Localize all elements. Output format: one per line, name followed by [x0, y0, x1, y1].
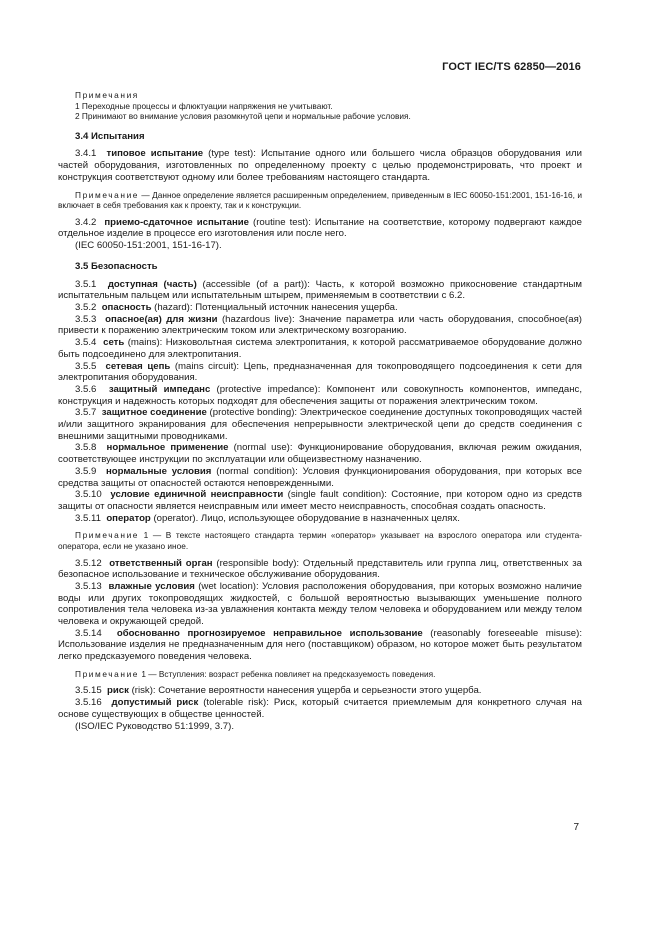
section-heading-3-4: 3.4 Испытания	[75, 130, 145, 142]
section-heading-3-5: 3.5 Безопасность	[75, 260, 158, 272]
page-content	[58, 90, 582, 732]
page-number: 7	[573, 822, 579, 833]
note-3-5-14: Примечание 1 — Вступления: возраст ребенка повлияет на предсказуемость поведения.	[75, 668, 436, 679]
clause-3-5-10: 3.5.10 условие единичной неисправности (single fault condition): Состояние, при котором одно из средств защиты от опасности является неисправным или имеет место неисправность, способная создать опасность.	[58, 489, 582, 512]
clause-3-5-7: 3.5.7 защитное соединение (protective bonding): Электрическое соединение доступных токопроводящих частей и/или защитного экранирования для обеспечения непрерывности электрической цепи до средств соединения с внешними защитными проводниками.	[58, 407, 582, 442]
note-3-4-1: Примечание — Данное определение является расширенным определением, приведенным в IEC 60050-151:2001, 151-16-16, и включает в себя требования как к проекту, так и к конструкции.	[58, 189, 582, 211]
clause-3-5-14: 3.5.14 обоснованно прогнозируемое неправильное использование (reasonably foreseeable misuse): Использование изделия не предназначенным для него (поставщиком) образом, но которое может быть результатом легко предсказуемого поведения человека.	[58, 627, 582, 663]
clause-3-5-8: 3.5.8 нормальное применение (normal use): Функционирование оборудования, включая режим ожидания, соответствующее инструкции по эксплуатации или общеизвестному назначению.	[58, 442, 582, 466]
note-item: 2 Принимают во внимание условия разомкнутой цепи и нормальные рабочие условия.	[75, 111, 411, 122]
clause-3-5-16: 3.5.16 допустимый риск (tolerable risk): Риск, который считается приемлемым для конкретного случая на основе существующих в обществе ценностей.	[58, 697, 582, 720]
clause-3-4-2-ref: (IEC 60050-151:2001, 151-16-17).	[75, 240, 222, 252]
clause-3-5-12: 3.5.12 ответственный орган (responsible body): Отдельный представитель или группа лиц, ответственных за безопасное использование и техническое обслуживание оборудования.	[58, 557, 582, 581]
notes-title: Примечания	[75, 90, 139, 100]
clause-3-5-13: 3.5.13 влажные условия (wet location): Условия расположения оборудования, при которых возможно наличие воды или других токопроводящих жидкостей, с большой вероятностью вызывающих уменьшение полного сопротивления тела человека из-за увлажнения контакта между телом человека и оборудованием или между телом человека и окружающей средой.	[58, 580, 583, 628]
clauses-3-5-1-to-3-5-11	[58, 279, 582, 525]
note-item: 1 Переходные процессы и флюктуации напряжения не учитывают.	[75, 100, 333, 111]
clause-3-5-4: 3.5.4 сеть (mains): Низковольтная система электропитания, к которой рассматриваемое оборудование должно быть подсоединено для электропитания.	[58, 337, 582, 360]
clause-3-5-5: 3.5.5 сетевая цепь (mains circuit): Цепь, предназначенная для токопроводящего подсоединения к сети для электропитания оборудования.	[58, 360, 583, 384]
note-3-5-11: Примечание 1 — В тексте настоящего стандарта термин «оператор» указывает на взрослого оператора или студента-оператора, если не указано иное.	[58, 530, 582, 551]
clause-3-4-2: 3.4.2 приемо-сдаточное испытание (routine test): Испытание на соответствие, которому подвергают каждое отдельное изделие в процессе его изготовления или после него.	[58, 216, 582, 240]
clause-3-5-15: 3.5.15 риск (risk): Сочетание вероятности нанесения ущерба и серьезности этого ущерба.	[75, 685, 482, 697]
standard-title: ГОСТ IEC/TS 62850—2016	[442, 61, 581, 73]
clauses-3-5-15-to-3-5-16	[58, 685, 582, 720]
clause-3-5-6: 3.5.6 защитный импеданс (protective impedance): Компонент или совокупность компонентов, импеданс, конструкция и надежность которых подходят для обеспечения защиты от поражения электрическим током.	[58, 383, 582, 407]
clause-3-5-11: 3.5.11 оператор (operator). Лицо, использующее оборудование в назначенных целях.	[75, 512, 460, 524]
clause-3-5-9: 3.5.9 нормальные условия (normal condition): Условия функционирования оборудования, при которых все средства защиты от опасностей остаются неповрежденными.	[58, 465, 582, 489]
clause-3-5-3: 3.5.3 опасное(ая) для жизни (hazardous live): Значение параметра или часть оборудования, способное(ая) привести к поражению электрическим током или электрическому возгоранию.	[58, 313, 582, 337]
clauses-3-5-12-to-3-5-14	[58, 558, 582, 663]
clause-3-5-1: 3.5.1 доступная (часть) (accessible (of a part)): Часть, к которой возможно прикосновение стандартным испытательным пальцем или испытательным штырем, применяемым в соответствии с 6.2.	[58, 278, 582, 302]
clause-3-5-16-ref: (ISO/IEC Руководство 51:1999, 3.7).	[75, 720, 234, 732]
clause-3-5-2: 3.5.2 опасность (hazard): Потенциальный источник нанесения ущерба.	[75, 302, 398, 313]
clause-3-4-1: 3.4.1 типовое испытание (type test): Испытание одного или большего числа образцов оборудования или частей оборудования, изготовленных по определенному проекту с целью продемонстрировать, что проект и конструкция соответствуют одному или более требованиям настоящего стандарта.	[58, 148, 582, 183]
